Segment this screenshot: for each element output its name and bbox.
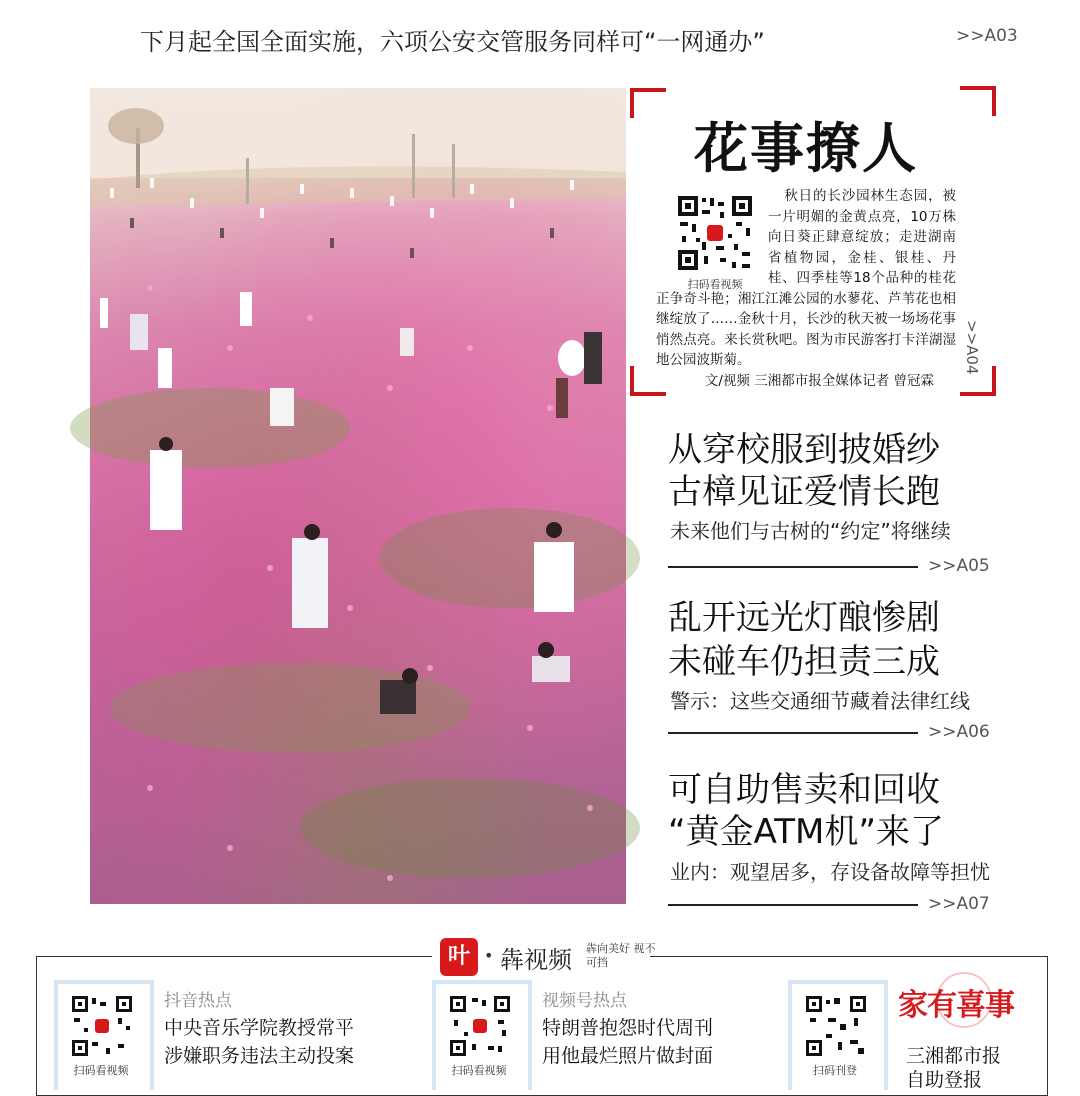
qr-label-2: 扫码看视频 <box>451 1064 507 1077</box>
page-ref-a05[interactable]: >>A05 <box>928 556 990 576</box>
page-ref-a04[interactable]: >>A04 <box>963 320 981 375</box>
story-1-rule <box>668 566 918 568</box>
qr-label-3: 扫码刊登 <box>813 1064 857 1077</box>
feature-body-flow <box>656 186 956 389</box>
photo-illustration <box>90 88 626 904</box>
story-3-rule <box>668 904 918 906</box>
qr-code-2-icon[interactable] <box>448 994 512 1058</box>
jiayou-xishi-logo: 家有喜事 <box>898 988 1014 1023</box>
qr-code-1-icon[interactable] <box>70 994 134 1058</box>
story-2-rule <box>668 732 918 734</box>
cosmos-field-photo <box>90 88 626 904</box>
item-1-line-1[interactable]: 中央音乐学院教授常平 <box>164 1017 355 1039</box>
top-headline-cut <box>30 0 1070 14</box>
item-1-line-2[interactable]: 涉嫌职务违法主动投案 <box>164 1045 355 1067</box>
story-1-headline-1[interactable]: 从穿校服到披婚纱 <box>668 430 940 470</box>
logo-dot: • <box>484 946 494 965</box>
story-1-headline-2[interactable]: 古樟见证爱情长跑 <box>668 472 940 512</box>
qr-code-3-icon[interactable] <box>804 994 868 1058</box>
page-ref-a07[interactable]: >>A07 <box>928 894 990 914</box>
story-2-subtitle: 警示：这些交通细节藏着法律红线 <box>670 689 970 713</box>
page-ref-a06[interactable]: >>A06 <box>928 722 990 742</box>
story-3-headline-1[interactable]: 可自助售卖和回收 <box>668 770 940 810</box>
story-3-headline-2[interactable]: “黄金ATM机”来了 <box>668 812 944 852</box>
float-spacer <box>656 186 768 288</box>
logo-slogan: 犇向美好 视不可挡 <box>586 942 656 969</box>
feature-credit: 文/视频 三湘都市报全媒体记者 曾冠霖 <box>704 372 934 389</box>
feature-title: 花事撩人 <box>694 117 918 180</box>
story-2-headline-1[interactable]: 乱开远光灯酿惨剧 <box>668 598 940 638</box>
bracket-top-right <box>960 86 996 116</box>
logo-badge-icon: 叶 <box>440 938 478 976</box>
story-1-subtitle: 未来他们与古树的“约定”将继续 <box>670 519 951 543</box>
feature-body-paragraph: 秋日的长沙园林生态园，被一片明媚的金黄点亮，10万株向日葵正肆意绽放；走进湖南省植物园，金桂、银桂、丹桂、四季桂等18个品种的桂花正争奇斗艳；湘江江滩公园的水蓼花、芦苇花也相继绽放了……金秋十月，长沙的秋天被一场场花事悄然点亮。来长赏秋吧。图为市民游客打卡洋湖湿地公园波斯菊。 <box>656 188 956 368</box>
item-3-line-2[interactable]: 自助登报 <box>906 1069 983 1091</box>
category-shipinhao: 视频号热点 <box>542 991 627 1011</box>
page-ref-a03[interactable]: >>A03 <box>956 26 1018 46</box>
qr-label-feature: 扫码看视频 <box>687 278 743 291</box>
bracket-top-left <box>630 88 666 118</box>
category-douyin: 抖音热点 <box>164 991 232 1011</box>
sub-headline: 下月起全国全面实施，六项公安交管服务同样可“一网通办” <box>140 28 765 56</box>
item-2-line-2[interactable]: 用他最烂照片做封面 <box>542 1045 714 1067</box>
story-3-subtitle: 业内：观望居多，存设备故障等担忧 <box>670 860 990 884</box>
qr-label-1: 扫码看视频 <box>73 1064 129 1077</box>
logo-name: 犇视频 <box>500 946 572 974</box>
item-3-line-1[interactable]: 三湘都市报 <box>906 1045 1002 1067</box>
story-2-headline-2[interactable]: 未碰车仍担责三成 <box>668 642 940 682</box>
item-2-line-1[interactable]: 特朗普抱怨时代周刊 <box>542 1017 714 1039</box>
